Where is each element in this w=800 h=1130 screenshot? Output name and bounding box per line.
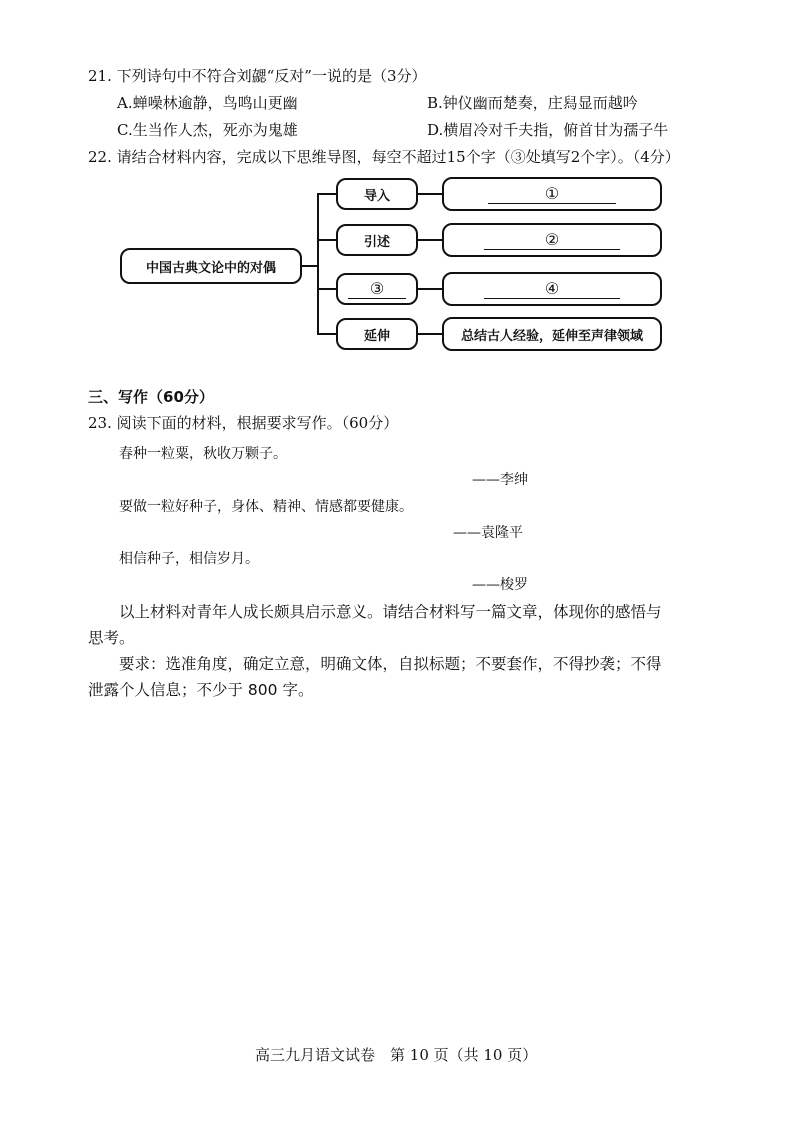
blank-3[interactable]: ③ [348,280,406,299]
q23-stem: 23. 阅读下面的材料，根据要求写作。（60分） [88,414,399,432]
connector-branch-4 [317,333,336,335]
branch-content-4: 总结古人经验，延伸至声律领域 [442,317,662,351]
q21-option-d: D.横眉冷对千夫指，俯首甘为孺子牛 [427,121,669,139]
blank-4[interactable]: ④ [484,280,620,299]
quote-3: 相信种子，相信岁月。 [119,551,259,567]
blank-1[interactable]: ① [488,185,616,204]
branch-label-2: 引述 [336,224,418,256]
connector-root [302,265,318,267]
quote-1-author: ——李绅 [472,472,528,488]
blank-2[interactable]: ② [484,231,620,250]
quote-2-author: ——袁隆平 [453,525,523,541]
quote-1: 春种一粒粟，秋收万颗子。 [119,446,287,462]
q21-option-b: B.钟仪幽而楚奏，庄舄显而越吟 [427,94,638,112]
q22-stem: 22. 请结合材料内容，完成以下思维导图，每空不超过15个字（③处填写2个字）。（4分） [88,148,680,166]
connector-mid-1 [418,193,442,195]
mindmap-root: 中国古典文论中的对偶 [120,248,302,284]
connector-branch-3 [317,288,336,290]
connector-mid-4 [418,333,442,335]
q23-prompt-line1: 以上材料对青年人成长颇具启示意义。请结合材料写一篇文章，体现你的感悟与 [119,603,662,621]
quote-3-author: ——梭罗 [472,577,528,593]
connector-vertical [317,193,319,335]
page-footer: 高三九月语文试卷 第 10 页（共 10 页） [255,1046,538,1064]
branch-content-2 [442,223,662,257]
connector-branch-2 [317,239,336,241]
connector-branch-1 [317,193,336,195]
q23-prompt-line2: 思考。 [88,629,135,647]
branch-label-4: 延伸 [336,318,418,350]
connector-mid-3 [418,288,442,290]
q23-requirements-line1: 要求：选准角度，确定立意，明确文体，自拟标题；不要套作，不得抄袭；不得 [119,655,662,673]
q21-option-c: C.生当作人杰，死亦为鬼雄 [117,121,298,139]
q21-stem: 21. 下列诗句中不符合刘勰“反对”一说的是（3分） [88,67,427,85]
branch-label-3 [336,273,418,305]
branch-label-1: 导入 [336,178,418,210]
q21-option-a: A.蝉噪林逾静，鸟鸣山更幽 [117,94,298,112]
quote-2: 要做一粒好种子，身体、精神、情感都要健康。 [119,499,413,515]
q23-requirements-line2: 泄露个人信息；不少于 800 字。 [88,681,314,699]
branch-content-1 [442,177,662,211]
connector-mid-2 [418,239,442,241]
branch-content-3 [442,272,662,306]
section-heading: 三、写作（60分） [88,388,214,406]
